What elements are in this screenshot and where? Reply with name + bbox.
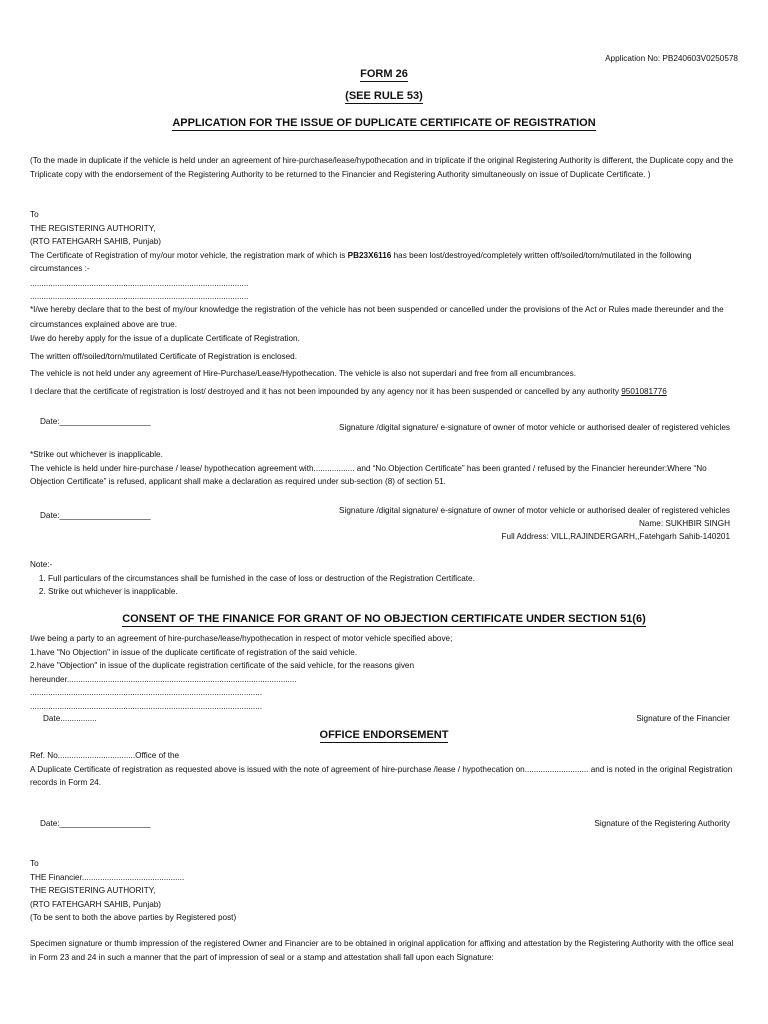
registering-authority-signature: Signature of the Registering Authority [594,819,730,828]
owner-signature-1: Signature /digital signature/ e-signature of owner of motor vehicle or authorised dealer of registered vehicles [339,423,730,432]
financier-signature: Signature of the Financier [636,714,730,723]
note-item: 2. Strike out whichever is inapplicable. [48,585,740,599]
address-block: To THE REGISTERING AUTHORITY, (RTO FATEHGARH SAHIB, Punjab) The Certificate of Registration of my/our motor vehicle, the registration mark of which is PB23X6116 has been lost/destroyed/completely written off/soiled/torn/mutilated in the following circumstances :- ................................................................................................ ................................................................................................ [30,208,740,304]
page-title: APPLICATION FOR THE ISSUE OF DUPLICATE CERTIFICATE OF REGISTRATION [172,117,596,129]
owner-signature-2: Signature /digital signature/ e-signature of owner of motor vehicle or authorised dealer of registered vehicles Name: SUKHBIR SINGH Full Address: VILL,RAJINDERGARH,,Fatehgarh Sahib-140201 [339,506,730,541]
office-endorsement-block: Ref. No..................................Office of the A Duplicate Certificate of registration as requested above is issued with the note of agreement of hire-purchase /lease / hypothecation on............................ and is noted in the original Registration records in Form 24. [30,751,733,787]
application-number: Application No: PB240603V0250578 [605,54,738,63]
note-item: 1. Full particulars of the circumstances shall be furnished in the case of loss or destruction of the Registration Certificate. [48,572,740,586]
office-date: Date:____________________ [40,819,151,828]
office-endorsement-heading: OFFICE ENDORSEMENT [319,729,449,741]
consent-block: I/we being a party to an agreement of hire-purchase/lease/hypothecation in respect of motor vehicle specified above; 1.have "No Objection" in issue of the duplicate certificate of registration of the said vehicle. 2.have "Objection" in issue of the duplicate registration certificate of the said vehicle, for the reasons given hereunder..................................................................................................... ...................................................................................................... ...................................................................................................... [30,634,453,711]
hp-agreement-text: The vehicle is held under hire-purchase / lease/ hypothecation agreement with.................. and “No.Objection Certificate” has been granted / refused by the Financier hereunder:Where “No Objection Certificate” is refused, applicant shall make a declaration as required under sub-section (8) of section 51. [30,463,707,486]
owner-address: Full Address: VILL,RAJINDERGARH,,Fatehgarh Sahib-140201 [501,532,730,541]
registration-mark: PB23X6116 [347,250,392,260]
note-block: Note:- 1. Full particulars of the circumstances shall be furnished in the case of loss or destruction of the Registration Certificate. 2. Strike out whichever is inapplicable. [30,558,740,599]
recipient-block: To THE Financier............................................. THE REGISTERING AUTHORITY, (RTO FATEHGARH SAHIB, Punjab) (To be sent to both the above parties by Registered post) [30,859,237,922]
specimen-note: Specimen signature or thumb impression of the registered Owner and Financier are to be obtained in original application for affixing and attestation by the Registering Authority with the office seal in Form 23 and 24 in such a manner that the part of impression of seal or a stamp and attestation shall fall upon each Signature: [30,939,734,962]
date-field-1: Date:____________________ [40,417,151,426]
rule-reference: (SEE RULE 53) [345,90,423,102]
declaration-regmark: The Certificate of Registration of my/our motor vehicle, the registration mark of which is PB23X6116 has been lost/destroyed/completely written off/soiled/torn/mutilated in the following circumstances :- [30,250,692,273]
form-number: FORM 26 [360,68,408,80]
consent-date: Date................ [43,714,97,723]
strike-note: *Strike out whichever is inapplicable. The vehicle is held under hire-purchase / lease/ hypothecation agreement with.................. and “No.Objection Certificate” has been granted / refused by the Financier hereunder:Where “No Objection Certificate” is refused, applicant shall make a declaration as required under sub-section (8) of section 51. [30,448,740,489]
intro-note: (To the made in duplicate if the vehicle is held under an agreement of hire-purchase/lease/hypothecation and in triplicate if the original Registering Authority is different, the Duplicate copy and the Triplicate copy with the endorsement of the Registering Authority to be returned to the Financier and Registering Authority simultaneously on issue of Duplicate Certificate. ) [30,156,734,179]
authority-declaration: I declare that the certificate of registration is lost/ destroyed and it has not been impounded by any agency nor it has been suspended or cancelled by any authority 9501081776 [30,386,667,396]
consent-heading: CONSENT OF THE FINANICE FOR GRANT OF NO OBJECTION CERTIFICATE UNDER SECTION 51(6) [122,613,646,625]
declaration-block: *I/we hereby declare that to the best of my/our knowledge the registration of the vehicle has not been suspended or cancelled under the provisions of the Act or Rules made thereunder and the circumstances explained above are true. I/we do hereby apply for the issue of a duplicate Certificate of Registration. The written off/soiled/torn/mutilated Certificate of Registration is enclosed. The vehicle is not held under any agreement of Hire-Purchase/Lease/Hypothecation. The vehicle is also not superdari and free from all encumbrances. I declare that the certificate of registration is lost/ destroyed and it has not been impounded by any agency nor it has been suspended or cancelled by any authority 9501081776 [30,303,740,399]
owner-name: Name: SUKHBIR SINGH [639,519,730,528]
phone-number: 9501081776 [621,386,667,396]
date-field-2: Date:____________________ [40,511,151,520]
